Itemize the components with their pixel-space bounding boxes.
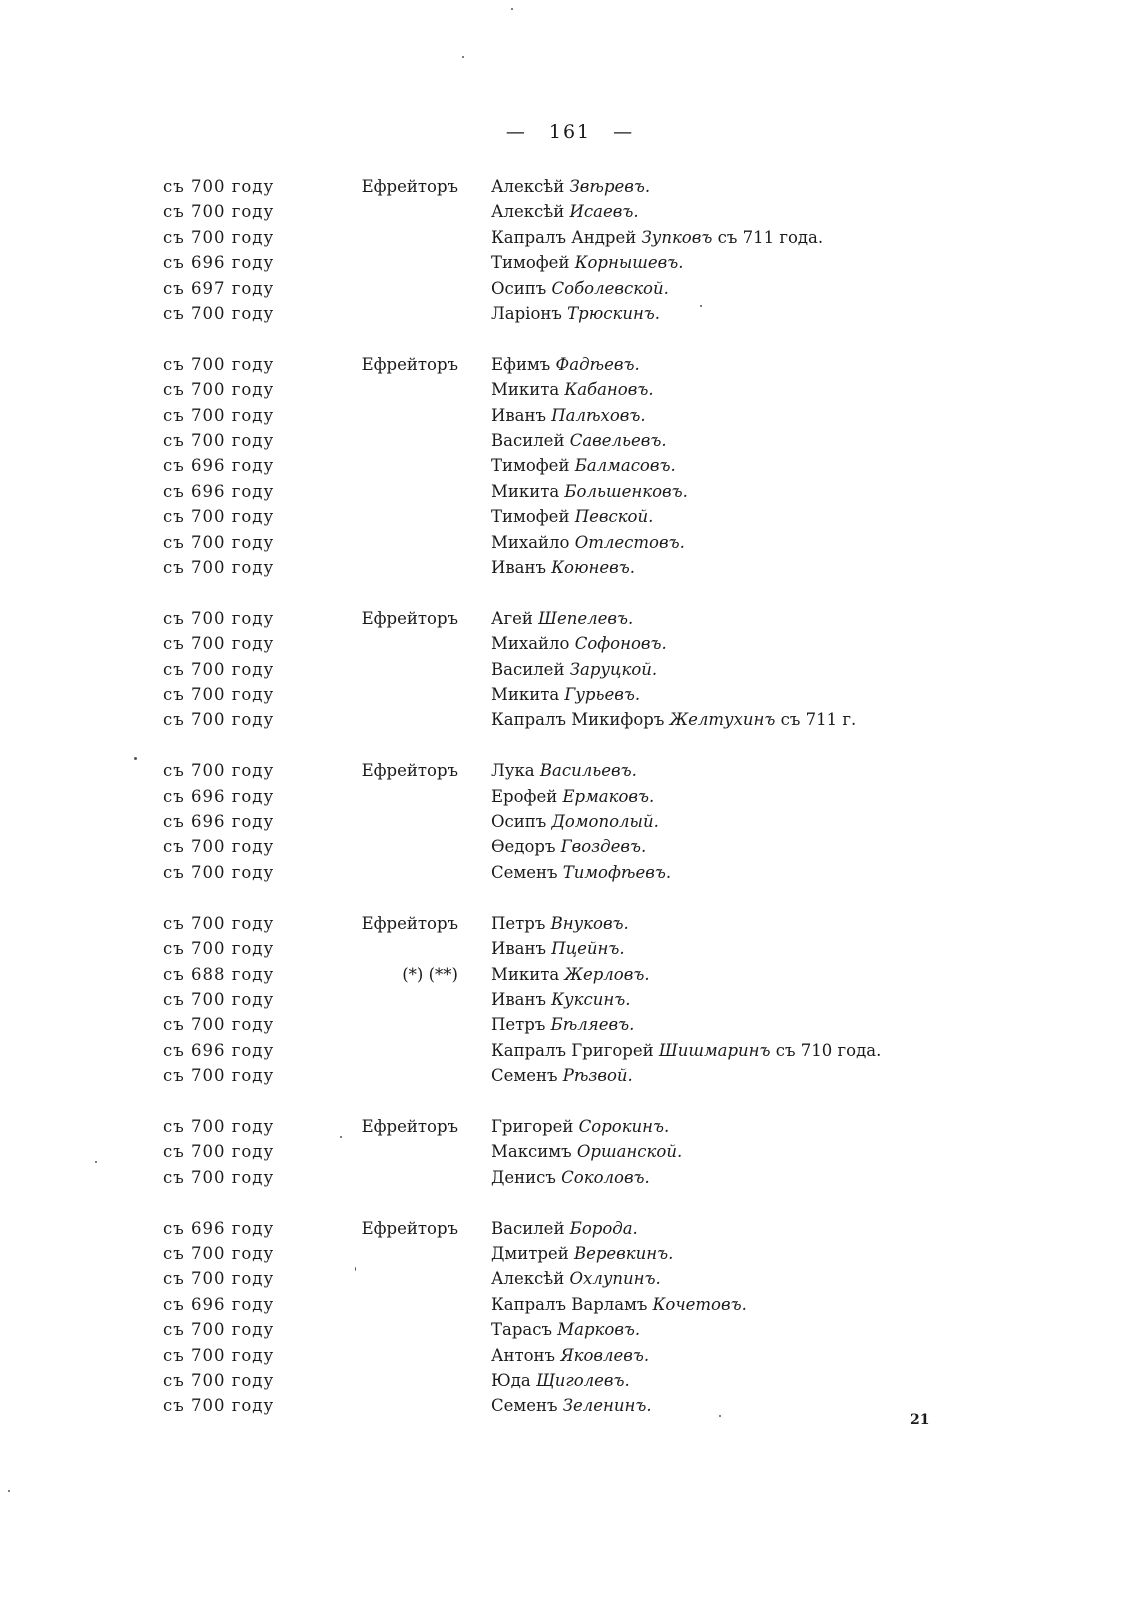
surname: Палѣховъ. — [551, 405, 646, 425]
roster-row — [163, 453, 963, 478]
person-name — [491, 1216, 638, 1241]
service-year: съ 700 году — [163, 1117, 275, 1136]
given-name: Иванъ — [491, 405, 547, 425]
roster-group — [163, 911, 963, 1089]
person-name — [491, 1038, 881, 1063]
service-year: съ 696 году — [163, 456, 275, 476]
service-year: съ 700 году — [163, 710, 275, 730]
service-year: съ 700 году — [163, 1244, 275, 1264]
left-dash: — — [505, 121, 527, 143]
person-name — [491, 936, 625, 961]
person-name — [491, 352, 640, 377]
given-name: Тарасъ — [491, 1320, 552, 1340]
surname: Трюскинъ. — [567, 303, 661, 323]
signature-mark: 21 — [910, 1412, 930, 1428]
page-number-line — [0, 121, 1140, 143]
person-name — [491, 707, 856, 732]
surname: Зупковъ — [641, 227, 713, 247]
rank-label: Ефрейторъ — [361, 913, 458, 933]
person-name — [491, 606, 633, 631]
roster-row — [163, 936, 963, 961]
service-year: съ 700 году — [163, 634, 275, 654]
given-name: Микита — [491, 481, 560, 501]
service-year: съ 700 году — [163, 685, 275, 705]
roster-row — [163, 1241, 963, 1266]
given-name: Ерофей — [491, 786, 558, 806]
person-name — [491, 1165, 650, 1190]
person-name — [491, 403, 646, 428]
scan-speck — [719, 1415, 721, 1417]
service-year: съ 700 году — [163, 837, 275, 857]
roster-row — [163, 174, 963, 199]
given-name: Петръ — [491, 1015, 546, 1035]
service-year: съ 700 году — [163, 608, 275, 628]
person-name — [491, 758, 637, 783]
roster-group — [163, 606, 963, 733]
person-name — [491, 809, 659, 834]
service-year: съ 700 году — [163, 227, 275, 247]
roster-row — [163, 428, 963, 453]
scan-speck — [511, 8, 513, 10]
page-number: 161 — [548, 121, 592, 143]
person-name — [491, 911, 629, 936]
surname: Балмасовъ. — [574, 456, 676, 476]
roster-row — [163, 1266, 963, 1291]
roster-row — [163, 962, 963, 987]
person-name — [491, 555, 635, 580]
surname: Певской. — [574, 507, 654, 527]
service-year: съ 696 году — [163, 253, 275, 273]
surname: Соколовъ. — [561, 1167, 650, 1187]
roster-row — [163, 707, 963, 732]
rank-label: (*) (**) — [402, 964, 458, 984]
given-name: Капралъ Андрей — [491, 227, 637, 247]
surname: Охлупинъ. — [569, 1269, 661, 1289]
given-name: Тимофей — [491, 456, 570, 476]
given-name: Семенъ — [491, 862, 558, 882]
roster-list — [163, 174, 963, 1444]
given-name: Денисъ — [491, 1167, 556, 1187]
roster-row — [163, 352, 963, 377]
person-name — [491, 479, 688, 504]
given-name: Петръ — [491, 913, 546, 933]
person-name — [491, 453, 676, 478]
person-name — [491, 1012, 634, 1037]
person-name — [491, 1114, 669, 1139]
given-name: Микита — [491, 685, 560, 705]
service-year: съ 700 году — [163, 1320, 275, 1340]
given-name: Лука — [491, 761, 535, 781]
surname: Исаевъ. — [569, 202, 639, 222]
scan-speck — [134, 757, 137, 760]
rank-label: Ефрейторъ — [361, 608, 458, 628]
service-year: съ 700 году — [163, 507, 275, 527]
person-name — [491, 682, 640, 707]
given-name: Семенъ — [491, 1066, 558, 1086]
given-name: Михайло — [491, 634, 570, 654]
surname: Звѣревъ. — [569, 177, 651, 196]
roster-row — [163, 631, 963, 656]
person-name — [491, 1266, 661, 1291]
given-name: Василей — [491, 431, 565, 451]
rank-label: Ефрейторъ — [361, 354, 458, 374]
scan-speck — [8, 1490, 10, 1492]
service-year: съ 700 году — [163, 532, 275, 552]
service-year: съ 700 году — [163, 380, 275, 400]
person-name — [491, 962, 650, 987]
roster-row — [163, 834, 963, 859]
roster-row — [163, 682, 963, 707]
surname: Пцейнъ. — [551, 939, 625, 959]
surname: Зеленинъ. — [562, 1396, 652, 1416]
surname: Заруцкой. — [569, 659, 658, 679]
person-name — [491, 301, 660, 326]
service-year: съ 700 году — [163, 177, 275, 196]
service-year: съ 696 году — [163, 1294, 275, 1314]
roster-row — [163, 225, 963, 250]
rank-label: Ефрейторъ — [361, 177, 458, 196]
roster-group — [163, 758, 963, 885]
given-name: Семенъ — [491, 1396, 558, 1416]
right-dash: — — [613, 121, 635, 143]
scan-speck — [355, 1267, 356, 1271]
roster-row — [163, 1114, 963, 1139]
given-name: Капралъ Григорей — [491, 1040, 654, 1060]
person-name — [491, 1292, 747, 1317]
person-name — [491, 250, 684, 275]
roster-row — [163, 479, 963, 504]
roster-row — [163, 377, 963, 402]
rank-date-note: съ 710 года. — [775, 1040, 882, 1060]
rank-label: Ефрейторъ — [361, 761, 458, 781]
service-year: съ 700 году — [163, 939, 275, 959]
person-name — [491, 834, 646, 859]
scan-speck — [340, 1136, 342, 1138]
service-year: съ 700 году — [163, 1167, 275, 1187]
roster-group — [163, 1114, 963, 1190]
surname: Щиголевъ. — [535, 1371, 630, 1391]
roster-group — [163, 352, 963, 581]
given-name: Юда — [491, 1371, 531, 1391]
given-name: Капралъ Варламъ — [491, 1294, 648, 1314]
person-name — [491, 1139, 682, 1164]
service-year: съ 700 году — [163, 1396, 275, 1416]
person-name — [491, 657, 657, 682]
roster-row — [163, 1368, 963, 1393]
person-name — [491, 1368, 630, 1393]
given-name: Микита — [491, 380, 560, 400]
person-name — [491, 225, 823, 250]
service-year: съ 700 году — [163, 913, 275, 933]
roster-row — [163, 276, 963, 301]
surname: Корнышевъ. — [574, 253, 684, 273]
surname: Сорокинъ. — [578, 1117, 670, 1136]
roster-row — [163, 1317, 963, 1342]
service-year: съ 700 году — [163, 1269, 275, 1289]
given-name: Иванъ — [491, 557, 547, 577]
roster-row — [163, 250, 963, 275]
person-name — [491, 428, 667, 453]
surname: Кабановъ. — [564, 380, 654, 400]
roster-row — [163, 1343, 963, 1368]
roster-row — [163, 657, 963, 682]
given-name: Тимофей — [491, 507, 570, 527]
person-name — [491, 987, 630, 1012]
surname: Внуковъ. — [550, 913, 629, 933]
surname: Савельевъ. — [569, 431, 667, 451]
given-name: Иванъ — [491, 939, 547, 959]
given-name: Микита — [491, 964, 560, 984]
person-name — [491, 1063, 633, 1088]
roster-row — [163, 809, 963, 834]
person-name — [491, 1241, 673, 1266]
given-name: Григорей — [491, 1117, 574, 1136]
service-year: съ 700 году — [163, 202, 275, 222]
service-year: съ 700 году — [163, 1066, 275, 1086]
surname: Рѣзвой. — [562, 1066, 633, 1086]
service-year: съ 696 году — [163, 786, 275, 806]
roster-row — [163, 504, 963, 529]
roster-row — [163, 987, 963, 1012]
roster-row — [163, 555, 963, 580]
surname: Борода. — [569, 1218, 638, 1238]
given-name: Ларіонъ — [491, 303, 562, 323]
given-name: Осипъ — [491, 278, 547, 298]
service-year: съ 700 году — [163, 989, 275, 1009]
service-year: съ 700 году — [163, 354, 275, 374]
surname: Отлестовъ. — [574, 532, 685, 552]
surname: Кочетовъ. — [652, 1294, 747, 1314]
service-year: съ 696 году — [163, 481, 275, 501]
service-year: съ 688 году — [163, 964, 275, 984]
person-name — [491, 530, 685, 555]
surname: Домополый. — [551, 812, 659, 832]
scan-speck — [462, 56, 464, 58]
service-year: съ 697 году — [163, 278, 275, 298]
surname: Шишмаринъ — [658, 1040, 771, 1060]
surname: Жерловъ. — [564, 964, 650, 984]
service-year: съ 700 году — [163, 1142, 275, 1162]
service-year: съ 696 году — [163, 812, 275, 832]
surname: Оршанской. — [576, 1142, 683, 1162]
service-year: съ 700 году — [163, 405, 275, 425]
surname: Софоновъ. — [574, 634, 667, 654]
surname: Веревкинъ. — [573, 1244, 674, 1264]
scan-speck — [700, 305, 702, 307]
roster-row — [163, 1292, 963, 1317]
surname: Гвоздевъ. — [560, 837, 647, 857]
given-name: Алексѣй — [491, 177, 565, 196]
roster-group — [163, 174, 963, 326]
service-year: съ 700 году — [163, 659, 275, 679]
rank-date-note: съ 711 года. — [717, 227, 824, 247]
surname: Ермаковъ. — [562, 786, 655, 806]
given-name: Алексѣй — [491, 1269, 565, 1289]
rank-label: Ефрейторъ — [361, 1117, 458, 1136]
person-name — [491, 174, 650, 199]
roster-row — [163, 1393, 963, 1418]
given-name: Капралъ Микифоръ — [491, 710, 665, 730]
surname: Большенковъ. — [564, 481, 688, 501]
service-year: съ 700 году — [163, 1345, 275, 1365]
surname: Тимофѣевъ. — [562, 862, 672, 882]
person-name — [491, 276, 669, 301]
person-name — [491, 1317, 640, 1342]
person-name — [491, 631, 667, 656]
service-year: съ 696 году — [163, 1040, 275, 1060]
surname: Фадѣевъ. — [555, 354, 640, 374]
given-name: Иванъ — [491, 989, 547, 1009]
service-year: съ 700 году — [163, 1015, 275, 1035]
surname: Бѣляевъ. — [550, 1015, 635, 1035]
service-year: съ 700 году — [163, 761, 275, 781]
roster-row — [163, 1012, 963, 1037]
surname: Шепелевъ. — [538, 608, 634, 628]
given-name: Василей — [491, 659, 565, 679]
given-name: Өедоръ — [491, 837, 556, 857]
service-year: съ 700 году — [163, 1371, 275, 1391]
roster-row — [163, 403, 963, 428]
roster-row — [163, 784, 963, 809]
person-name — [491, 1343, 649, 1368]
roster-row — [163, 1216, 963, 1241]
service-year: съ 696 году — [163, 1218, 275, 1238]
surname: Марковъ. — [557, 1320, 641, 1340]
roster-row — [163, 860, 963, 885]
person-name — [491, 784, 654, 809]
roster-row — [163, 1139, 963, 1164]
rank-date-note: съ 711 г. — [780, 710, 857, 730]
given-name: Дмитрей — [491, 1244, 569, 1264]
roster-row — [163, 530, 963, 555]
roster-row — [163, 301, 963, 326]
surname: Желтухинъ — [669, 710, 776, 730]
surname: Яковлевъ. — [560, 1345, 650, 1365]
scan-speck — [95, 1161, 97, 1163]
surname: Васильевъ. — [539, 761, 637, 781]
roster-row — [163, 1038, 963, 1063]
given-name: Тимофей — [491, 253, 570, 273]
rank-label: Ефрейторъ — [361, 1218, 458, 1238]
roster-group — [163, 1216, 963, 1419]
surname: Коюневъ. — [551, 557, 635, 577]
given-name: Осипъ — [491, 812, 547, 832]
service-year: съ 700 году — [163, 303, 275, 323]
surname: Соболевской. — [551, 278, 669, 298]
service-year: съ 700 году — [163, 557, 275, 577]
surname: Гурьевъ. — [564, 685, 641, 705]
given-name: Василей — [491, 1218, 565, 1238]
person-name — [491, 199, 639, 224]
roster-row — [163, 199, 963, 224]
person-name — [491, 1393, 652, 1418]
given-name: Алексѣй — [491, 202, 565, 222]
roster-row — [163, 1063, 963, 1088]
given-name: Антонъ — [491, 1345, 556, 1365]
person-name — [491, 504, 653, 529]
given-name: Михайло — [491, 532, 570, 552]
roster-row — [163, 911, 963, 936]
person-name — [491, 860, 671, 885]
given-name: Ефимъ — [491, 354, 551, 374]
person-name — [491, 377, 654, 402]
roster-row — [163, 758, 963, 783]
given-name: Максимъ — [491, 1142, 572, 1162]
roster-row — [163, 1165, 963, 1190]
surname: Куксинъ. — [551, 989, 631, 1009]
service-year: съ 700 году — [163, 431, 275, 451]
roster-row — [163, 606, 963, 631]
service-year: съ 700 году — [163, 862, 275, 882]
given-name: Агей — [491, 608, 533, 628]
